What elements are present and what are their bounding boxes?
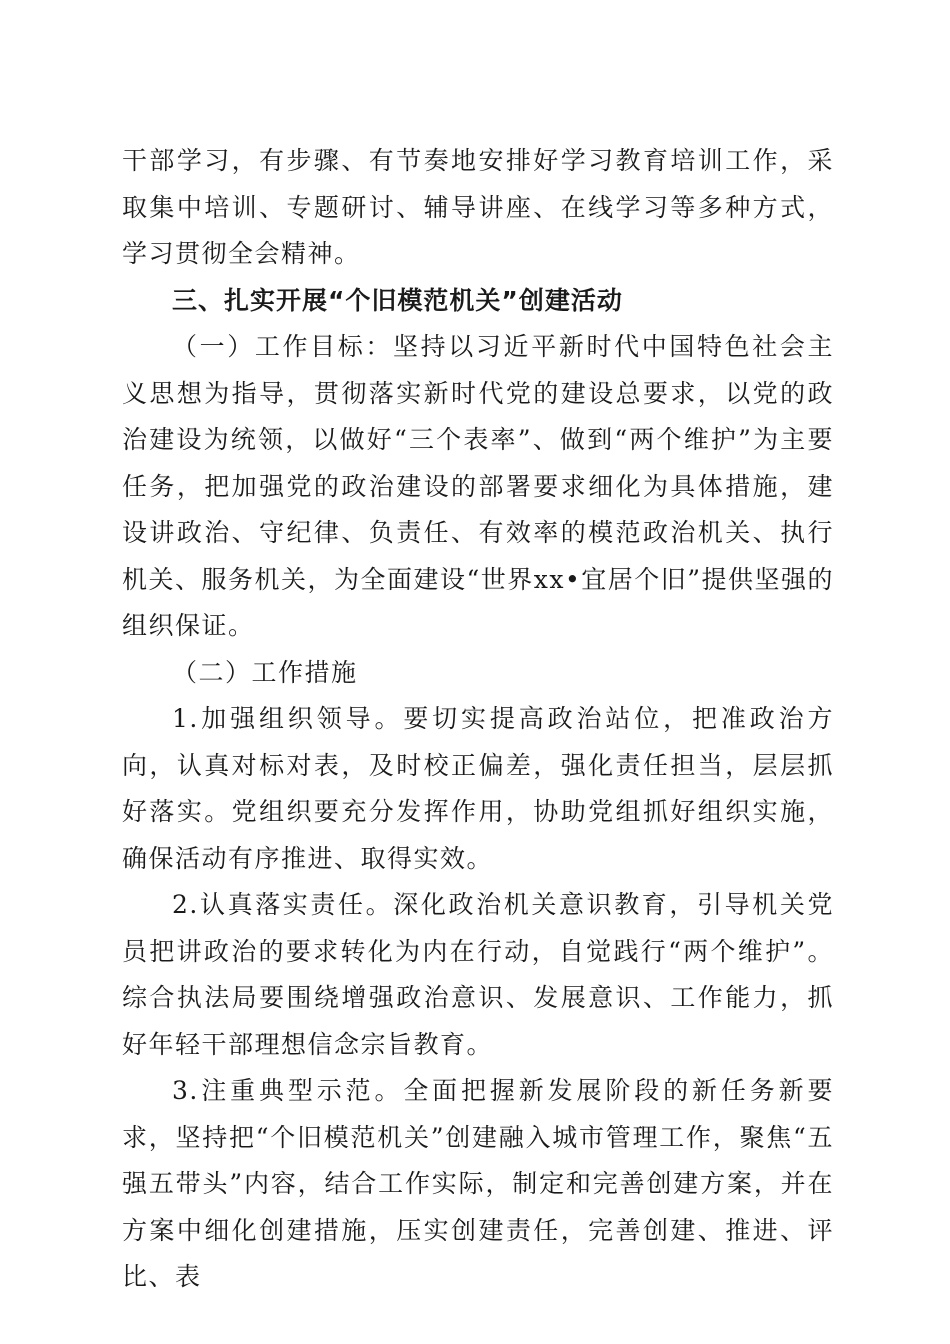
paragraph-continued: 干部学习，有步骤、有节奏地安排好学习教育培训工作，采取集中培训、专题研讨、辅导讲座、在线学习等多种方式，学习贯彻全会精神。: [122, 146, 834, 268]
paragraph-measure-3: 3.注重典型示范。全面把握新发展阶段的新任务新要求，坚持把“个旧模范机关”创建融入城市管理工作，聚焦“五强五带头”内容，结合工作实际，制定和完善创建方案，并在方案中细化创建措施，压实创建责任，完善创建、推进、评比、表: [122, 1076, 834, 1291]
subheading-work-measures: （二）工作措施: [172, 657, 358, 687]
paragraph-measure-1: 1.加强组织领导。要切实提高政治站位，把准政治方向，认真对标对表，及时校正偏差，强化责任担当，层层抓好落实。党组织要充分发挥作用，协助党组抓好组织实施，确保活动有序推进、取得实效。: [122, 704, 834, 873]
paragraph-work-goal: （一）工作目标：坚持以习近平新时代中国特色社会主义思想为指导，贯彻落实新时代党的建设总要求，以党的政治建设为统领，以做好“三个表率”、做到“两个维护”为主要任务，把加强党的政治建设的部署要求细化为具体措施，建设讲政治、守纪律、负责任、有效率的模范政治机关、执行机关、服务机关，为全面建设“世界xx•宜居个旧”提供坚强的组织保证。: [122, 332, 835, 640]
section-heading-3: 三、扎实开展“个旧模范机关”创建活动: [172, 285, 623, 315]
paragraph-measure-2: 2.认真落实责任。深化政治机关意识教育，引导机关党员把讲政治的要求转化为内在行动，自觉践行“两个维护”。综合执法局要围绕增强政治意识、发展意识、工作能力，抓好年轻干部理想信念宗旨教育。: [122, 890, 834, 1059]
document-body: [122, 138, 834, 1301]
